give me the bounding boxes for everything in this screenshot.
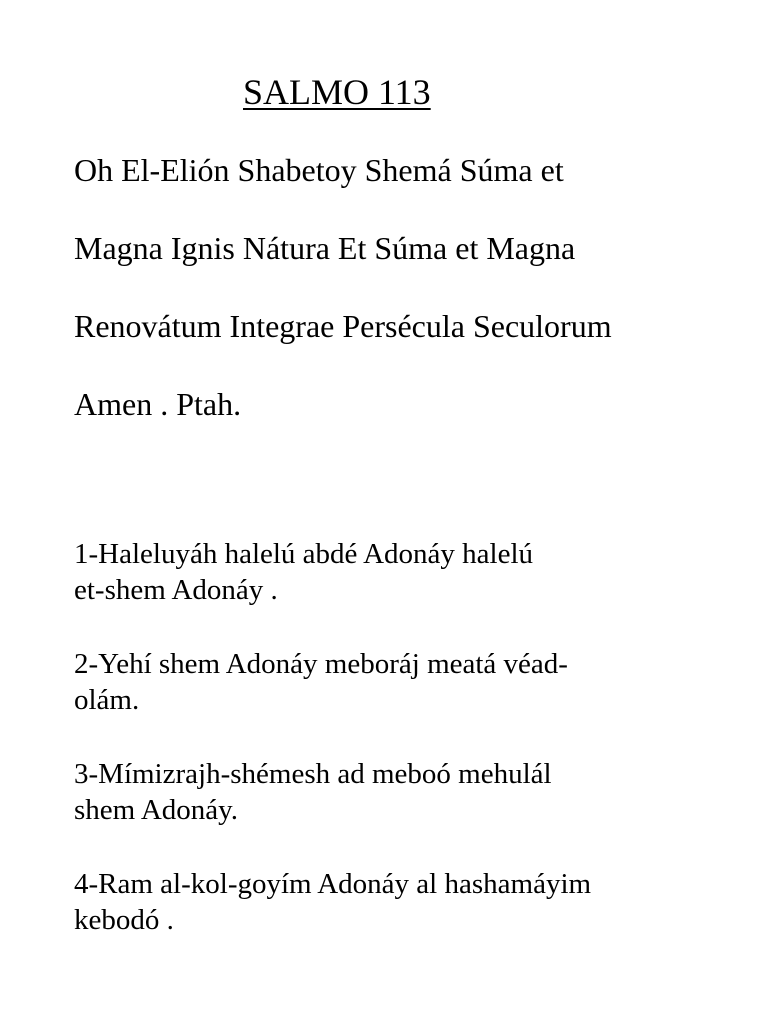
- invocation-line: Renovátum Integrae Persécula Seculorum: [74, 308, 612, 344]
- verse-item: 1-Haleluyáh halelú abdé Adonáy halelú et-shem Adonáy .: [74, 538, 534, 606]
- invocation-line: Oh El-Elión Shabetoy Shemá Súma et: [74, 152, 564, 188]
- invocation-line: Amen . Ptah.: [74, 386, 242, 422]
- page-title: SALMO 113: [243, 72, 431, 112]
- invocation-line: Magna Ignis Nátura Et Súma et Magna: [74, 230, 576, 266]
- verse-item: 2-Yehí shem Adonáy meboráj meatá véad- olám.: [74, 648, 568, 716]
- invocation-block: [74, 150, 734, 462]
- verse-item: 3-Mímizrajh-shémesh ad meboó mehulál shem Adonáy.: [74, 758, 552, 826]
- verses-list: [74, 536, 734, 976]
- verse-item: 4-Ram al-kol-goyím Adonáy al hashamáyim kebodó .: [74, 868, 592, 936]
